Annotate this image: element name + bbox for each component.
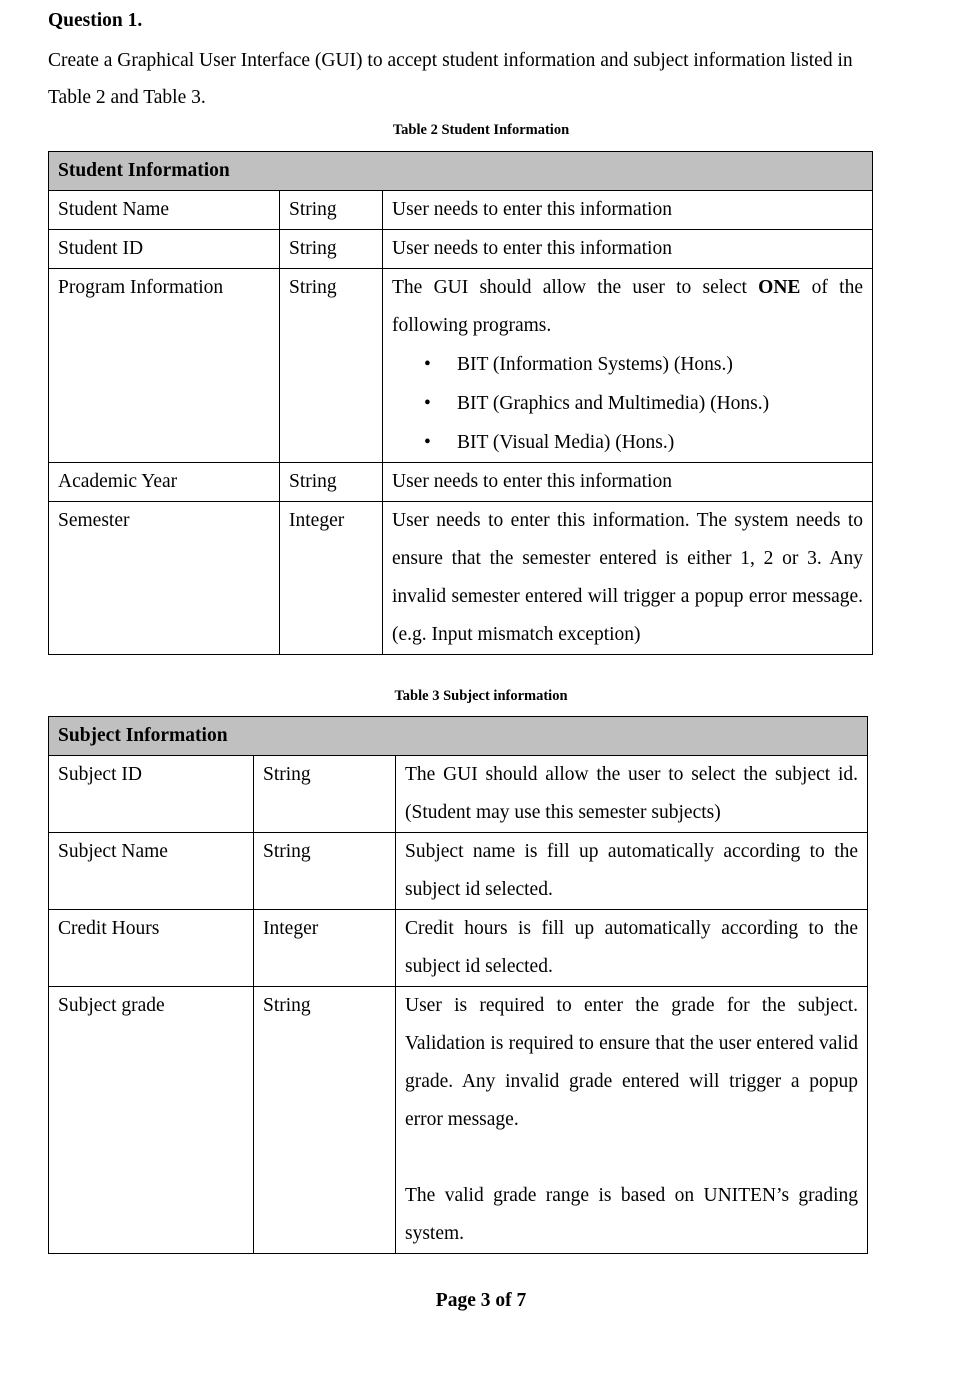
table3-caption: Table 3 Subject information <box>394 688 568 704</box>
field-name: Academic Year <box>49 463 280 502</box>
program-list <box>392 345 863 462</box>
table-row <box>49 910 868 987</box>
field-name: Program Information <box>49 269 280 463</box>
intro-paragraph: Create a Graphical User Interface (GUI) to accept student information and subject information listed in Table 2 and Table 3. <box>48 50 853 108</box>
desc-text: The GUI should allow the user to select <box>392 277 759 298</box>
field-desc <box>396 987 868 1254</box>
field-desc: User needs to enter this information. The system needs to ensure that the semester entered is either 1, 2 or 3. Any invalid semester entered will trigger a popup error message. (e.g. Input mismatch exception) <box>383 502 873 655</box>
field-name: Subject ID <box>49 756 254 833</box>
desc-text: of the following programs. <box>392 277 864 336</box>
field-type: String <box>254 833 396 910</box>
field-desc: The GUI should allow the user to select the subject id. (Student may use this semester subjects) <box>396 756 868 833</box>
table3-header: Subject Information <box>49 717 868 756</box>
field-desc: User needs to enter this information <box>383 191 873 230</box>
field-desc: Credit hours is fill up automatically according to the subject id selected. <box>396 910 868 987</box>
field-desc: User needs to enter this information <box>383 463 873 502</box>
field-type: String <box>280 269 383 463</box>
subject-information-table <box>48 716 868 1254</box>
field-name: Subject grade <box>49 987 254 1254</box>
table-row <box>49 987 868 1254</box>
table-row <box>49 833 868 910</box>
field-desc: Subject name is fill up automatically according to the subject id selected. <box>396 833 868 910</box>
field-type: Integer <box>280 502 383 655</box>
table-row <box>49 502 873 655</box>
desc-text: The valid grade range is based on UNITEN’s grading system. <box>405 1185 859 1244</box>
student-information-table <box>48 151 873 655</box>
page-number: Page 3 of 7 <box>435 1290 527 1311</box>
table-row <box>49 230 873 269</box>
field-desc: User needs to enter this information <box>383 230 873 269</box>
table2-caption: Table 2 Student Information <box>392 122 570 138</box>
desc-text: User is required to enter the grade for the subject. Validation is required to ensure that the user entered valid grade. Any invalid grade entered will trigger a popup error message. <box>405 995 859 1130</box>
field-name: Semester <box>49 502 280 655</box>
table-row <box>49 756 868 833</box>
list-item: • BIT (Information Systems) (Hons.) <box>457 345 863 384</box>
list-item: • BIT (Visual Media) (Hons.) <box>457 423 863 462</box>
field-name: Subject Name <box>49 833 254 910</box>
field-type: String <box>254 756 396 833</box>
table-row <box>49 463 873 502</box>
field-type: String <box>254 987 396 1254</box>
field-name: Student ID <box>49 230 280 269</box>
table-row <box>49 191 873 230</box>
list-item: • BIT (Graphics and Multimedia) (Hons.) <box>457 384 863 423</box>
field-type: String <box>280 463 383 502</box>
table2-header: Student Information <box>49 152 873 191</box>
table-row <box>49 269 873 463</box>
field-name: Credit Hours <box>49 910 254 987</box>
field-name: Student Name <box>49 191 280 230</box>
question-heading: Question 1. <box>48 10 143 31</box>
field-type: String <box>280 191 383 230</box>
field-desc <box>383 269 873 463</box>
spacer <box>405 1139 858 1177</box>
field-type: String <box>280 230 383 269</box>
desc-bold: ONE <box>758 277 801 298</box>
field-type: Integer <box>254 910 396 987</box>
